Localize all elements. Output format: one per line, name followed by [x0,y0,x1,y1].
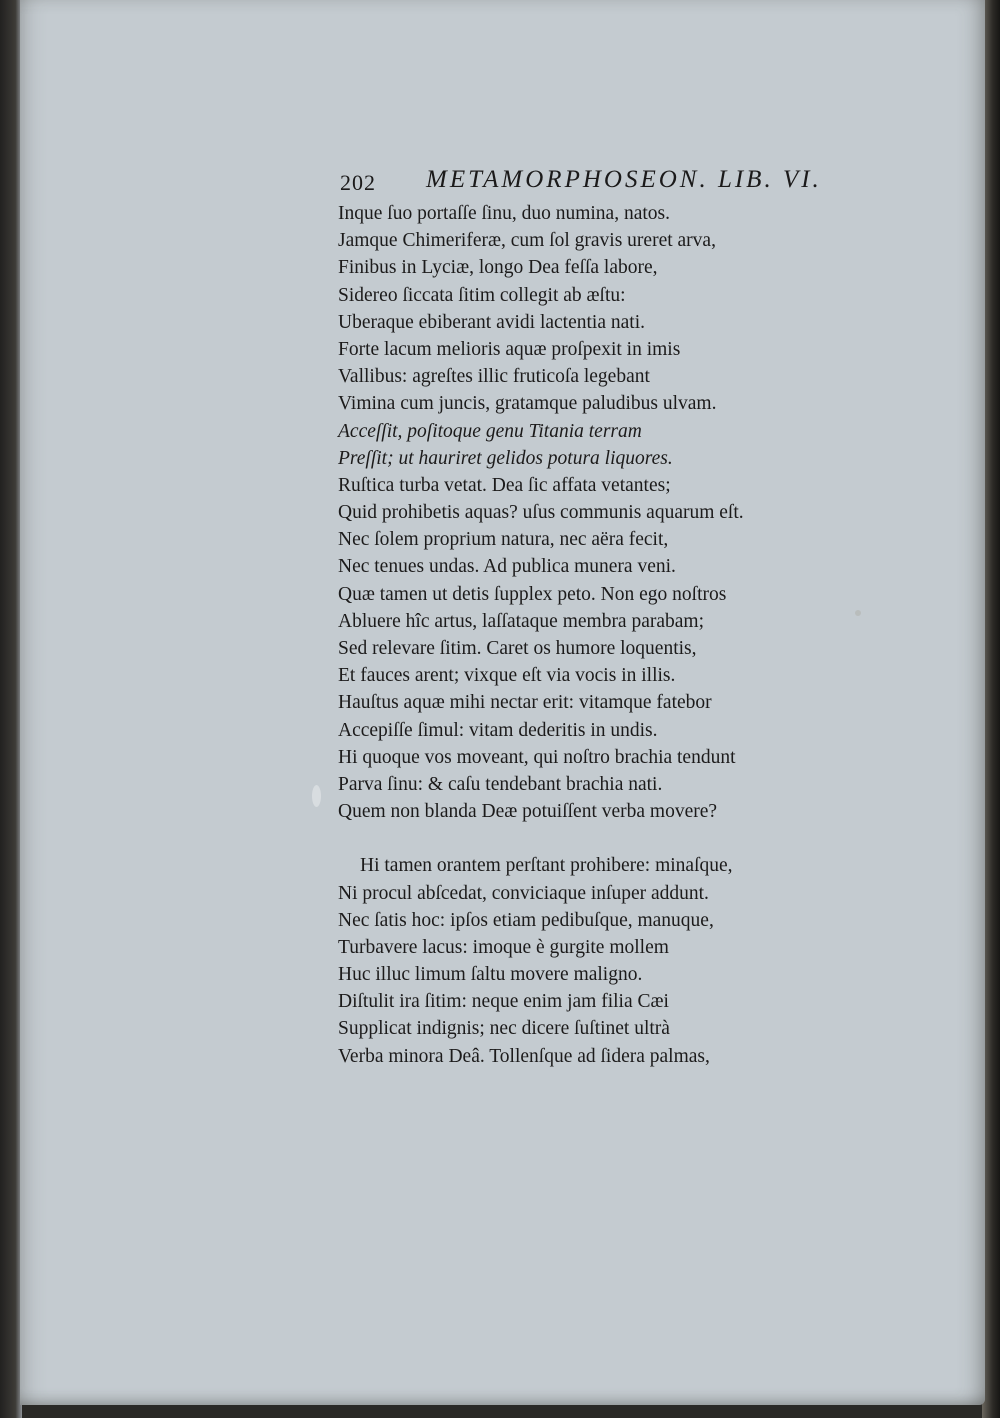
paper-crease [312,785,321,807]
verse-text [338,200,838,1070]
verse-line: Vallibus: agreſtes illic fruticoſa legebant [338,366,650,388]
verse-line: Nec tenues undas. Ad publica munera veni. [338,556,676,578]
verse-line: Preſſit; ut hauriret gelidos potura liquores. [338,447,673,469]
verse-line: Parva ſinu: & caſu tendebant brachia nati. [338,773,663,795]
verse-line: Jamque Chimeriferæ, cum ſol gravis ureret arva, [338,230,716,252]
verse-line: Turbavere lacus: imoque è gurgite mollem [338,936,669,958]
verse-line: Ruſtica turba vetat. Dea ſic affata vetantes; [338,474,671,496]
binding-gutter [0,0,22,1418]
verse-line: Uberaque ebiberant avidi lactentia nati. [338,311,645,333]
verse-line: Nec ſatis hoc: ipſos etiam pedibuſque, manuque, [338,909,714,931]
verse-line: Hi quoque vos moveant, qui noſtro brachia tendunt [338,746,736,768]
verse-line: Forte lacum melioris aquæ proſpexit in imis [338,338,681,360]
verse-line: Nec ſolem proprium natura, nec aëra fecit, [338,529,669,551]
verse-line: Finibus in Lyciæ, longo Dea feſſa labore, [338,257,658,279]
verse-line: Sidereo ſiccata ſitim collegit ab æſtu: [338,284,626,306]
verse-line: Vimina cum juncis, gratamque paludibus ulvam. [338,393,717,415]
verse-line: Inque ſuo portaſſe ſinu, duo numina, natos. [338,203,670,224]
verse-line: Ni procul abſcedat, conviciaque inſuper addunt. [338,882,709,904]
paper-spot [855,610,861,616]
verse-line: Sed relevare ſitim. Caret os humore loquentis, [338,638,697,659]
running-title: METAMORPHOSEON. LIB. VI. [426,166,822,193]
page-number: 202 [340,170,376,195]
verse-line: Huc illuc limum ſaltu movere maligno. [338,964,643,986]
verse-line: Hauſtus aquæ mihi nectar erit: vitamque fatebor [338,692,712,714]
verse-line: Quid prohibetis aquas? uſus communis aquarum eſt. [338,502,744,524]
verse-line: Quæ tamen ut detis ſupplex peto. Non ego noſtros [338,583,727,605]
verse-line: Acceſſit, poſitoque genu Titania terram [338,420,642,442]
verse-line: Et fauces arent; vixque eſt via vocis in illis. [338,665,676,687]
verse-line: Quem non blanda Deæ potuiſſent verba movere? [338,801,718,823]
verse-line: Diſtulit ira ſitim: neque enim jam filia Cæi [338,991,669,1013]
verse-line: Abluere hîc artus, laſſataque membra parabam; [338,610,705,632]
running-header [340,166,850,200]
verse-line: Hi tamen orantem perſtant prohibere: minaſque, [360,855,733,877]
verse-line: Verba minora Deâ. Tollenſque ad ſidera palmas, [338,1045,710,1067]
verse-line: Supplicat indignis; nec dicere ſuſtinet ultrà [338,1018,670,1040]
verse-line: Accepiſſe ſimul: vitam dederitis in undis. [338,719,658,741]
